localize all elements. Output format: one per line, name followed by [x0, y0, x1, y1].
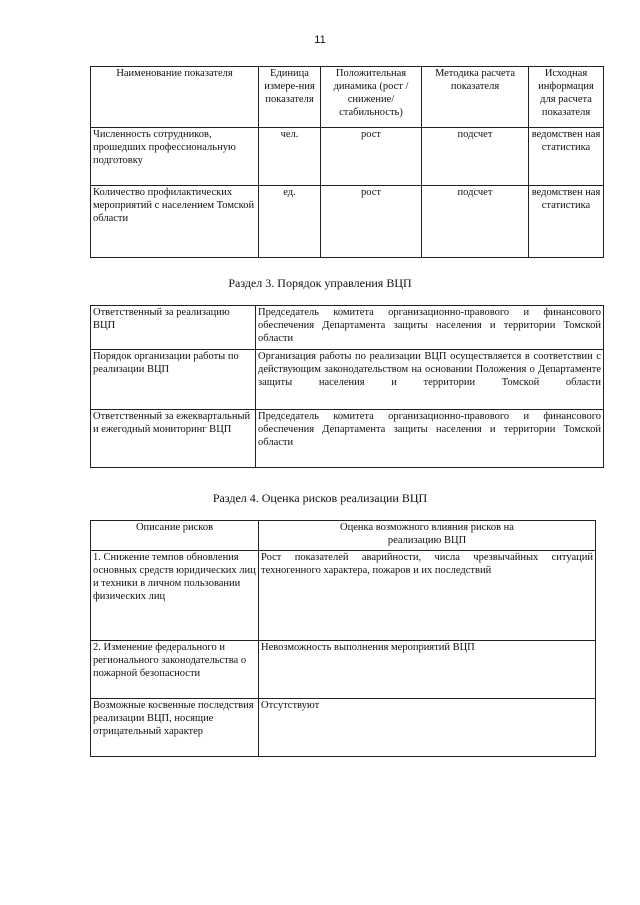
table-cell: подсчет [422, 186, 529, 258]
table-cell: 1. Снижение темпов обновления основных средств юридических лиц и техники в личном пользовании физических лиц [91, 551, 259, 641]
table-cell: Отсутствуют [259, 699, 596, 757]
header-cell: Наименование показателя [91, 67, 259, 128]
table-cell: ведомствен ная статистика [529, 186, 604, 258]
header-cell: Методика расчета показателя [422, 67, 529, 128]
table-cell: чел. [259, 128, 321, 186]
table-cell: Председатель комитета организационно-правового и финансового обеспечения Департамента защиты населения и территории Томской области [256, 306, 604, 350]
page-number: 11 [314, 34, 326, 46]
table-cell: Организация работы по реализации ВЦП осуществляется в соответствии с действующим законодательством на основании Положения о Департаменте защиты населения и территории Томской области [256, 350, 604, 410]
table-cell: ед. [259, 186, 321, 258]
table-cell: рост [321, 186, 422, 258]
table-cell: Невозможность выполнения мероприятий ВЦП [259, 641, 596, 699]
table-cell: Возможные косвенные последствия реализации ВЦП, носящие отрицательный характер [91, 699, 259, 757]
table-cell: ведомствен ная статистика [529, 128, 604, 186]
table-row [91, 186, 604, 258]
table-cell: Количество профилактических мероприятий с населением Томской области [91, 186, 259, 258]
table-cell: Ответственный за ежеквартальный и ежегодный мониторинг ВЦП [91, 410, 256, 468]
table-header-row [91, 67, 604, 128]
table-row [91, 350, 604, 410]
table-cell: Ответственный за реализацию ВЦП [91, 306, 256, 350]
table-row [91, 699, 596, 757]
table-row [91, 551, 596, 641]
table-cell: рост [321, 128, 422, 186]
table-row [91, 410, 604, 468]
header-cell: Оценка возможного влияния рисков на реализацию ВЦП [259, 521, 596, 551]
header-cell: Описание рисков [91, 521, 259, 551]
management-table [90, 305, 604, 468]
section-4-title: Раздел 4. Оценка рисков реализации ВЦП [212, 491, 428, 505]
table-cell: Численность сотрудников, прошедших профессиональную подготовку [91, 128, 259, 186]
table-cell: 2. Изменение федерального и регионального законодательства о пожарной безопасности [91, 641, 259, 699]
risks-table [90, 520, 596, 757]
header-cell: Исходная информация для расчета показателя [529, 67, 604, 128]
header-cell: Положительная динамика (рост / снижение/ стабильность) [321, 67, 422, 128]
indicators-table [90, 66, 604, 258]
table-row [91, 306, 604, 350]
table-header-row [91, 521, 596, 551]
section-3-title: Раздел 3. Порядок управления ВЦП [228, 276, 412, 290]
table-cell: Порядок организации работы по реализации ВЦП [91, 350, 256, 410]
table-row [91, 128, 604, 186]
table-row [91, 641, 596, 699]
table-cell: подсчет [422, 128, 529, 186]
table-cell: Председатель комитета организационно-правового и финансового обеспечения Департамента защиты населения и территории Томской области [256, 410, 604, 468]
header-cell: Единица измере-ния показателя [259, 67, 321, 128]
table-cell: Рост показателей аварийности, числа чрезвычайных ситуаций техногенного характера, пожаров и их последствий [259, 551, 596, 641]
